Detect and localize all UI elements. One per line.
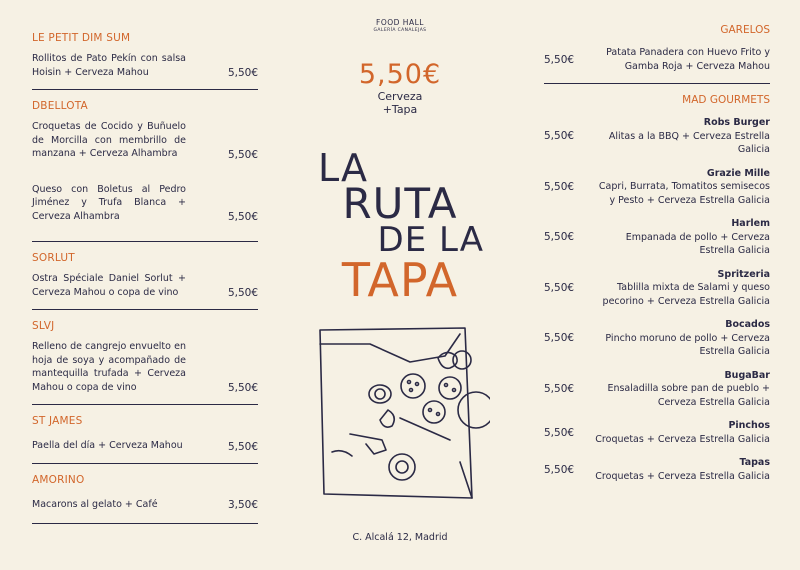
menu-item	[32, 169, 258, 242]
vendor-name: Robs Burger	[703, 117, 770, 128]
section-garelos	[544, 0, 770, 84]
item-price: 3,50€	[227, 499, 258, 511]
title-de-la: DE LA	[377, 220, 484, 260]
item-description: Pincho moruno de pollo + Cerveza Estrella Galicia	[605, 332, 770, 357]
section-slvj	[32, 310, 258, 405]
item-price: 5,50€	[227, 67, 258, 79]
menu-item	[32, 112, 258, 169]
item-description: Alitas a la BBQ + Cerveza Estrella Galicia	[608, 130, 770, 155]
title-la: LA	[318, 146, 369, 190]
menu-item	[544, 419, 770, 446]
item-price: 5,50€	[227, 148, 258, 161]
menu-item	[544, 318, 770, 359]
item-description: Croquetas + Cerveza Estrella Galicia	[595, 433, 770, 445]
item-price: 5,50€	[227, 211, 258, 223]
title-block	[288, 146, 512, 307]
item-description: Paella del día + Cerveza Mahou	[32, 440, 183, 451]
section-dbellota	[32, 90, 258, 242]
section-title: ST JAMES	[32, 415, 83, 427]
section-title: AMORINO	[32, 473, 85, 486]
right-column	[544, 0, 770, 483]
item-price: 5,50€	[544, 332, 575, 345]
tapas-table-illustration	[310, 322, 490, 502]
menu-item	[544, 456, 770, 483]
vendor-name: Grazie Mille	[706, 167, 770, 179]
vendor-name: Harlem	[731, 218, 770, 229]
vendor-name: Tapas	[739, 457, 770, 468]
item-description: Queso con Boletus al Pedro Jiménez y Trufa Blanca + Cerveza Alhambra	[32, 183, 186, 222]
item-description: Relleno de cangrejo envuelto en hoja de soya y acompañado de mantequilla trufada + Cerveza Mahou o copa de vino	[32, 341, 186, 393]
item-description: Tablilla mixta de Salami y queso pecorino + Cerveza Estrella Galicia	[602, 282, 770, 307]
item-price: 5,50€	[544, 463, 575, 476]
item-description: Empanada de pollo + Cerveza Estrella Galicia	[625, 231, 770, 256]
menu-item	[544, 268, 770, 309]
section-st-james	[32, 405, 258, 464]
menu-item	[544, 217, 770, 258]
item-price: 5,50€	[544, 53, 575, 66]
menu-item	[544, 167, 770, 208]
promo-price: 5,50€	[358, 59, 442, 90]
menu-item	[32, 44, 258, 89]
item-price: 5,50€	[544, 426, 575, 439]
item-description: Ostra Spéciale Daniel Sorlut + Cerveza Mahou o copa de vino	[32, 273, 186, 298]
menu-item	[544, 46, 770, 73]
promo-line-2: +Tapa	[382, 103, 418, 116]
vendor-name: Spritzeria	[717, 268, 770, 280]
section-amorino	[32, 464, 258, 525]
item-price: 5,50€	[544, 130, 575, 143]
section-title: LE PETIT DIM SUM	[32, 32, 131, 44]
section-mad-gourmets	[544, 94, 770, 483]
item-description: Patata Panadera con Huevo Frito y Gamba Roja + Cerveza Mahou	[606, 47, 770, 72]
section-title: SLVJ	[32, 320, 55, 332]
menu-item	[544, 116, 770, 157]
food-hall-logo-subtitle: GALERÍA CANALEJAS	[373, 28, 427, 33]
item-description: Ensaladilla sobre pan de pueblo + Cerveza Estrella Galicia	[607, 383, 770, 408]
title-ruta: RUTA	[342, 179, 458, 228]
item-description: Croquetas + Cerveza Estrella Galicia	[595, 470, 770, 482]
address: C. Alcalá 12, Madrid	[352, 532, 448, 543]
vendor-name: Bocados	[725, 319, 770, 330]
section-title: GARELOS	[720, 24, 770, 36]
item-price: 5,50€	[544, 180, 575, 193]
section-le-petit-dim-sum	[32, 0, 258, 90]
menu-item	[32, 427, 258, 463]
item-price: 5,50€	[544, 382, 575, 395]
item-description: Macarons al gelato + Café	[32, 498, 158, 510]
section-title: DBELLOTA	[32, 100, 88, 112]
item-description: Croquetas de Cocido y Buñuelo de Morcilla con membrillo de manzana + Cerveza Alhambra	[32, 121, 186, 159]
section-title: SORLUT	[32, 252, 75, 264]
left-column	[32, 0, 258, 524]
item-description: Rollitos de Pato Pekín con salsa Hoisin + Cerveza Mahou	[32, 53, 186, 78]
item-price: 5,50€	[544, 281, 575, 294]
item-price: 5,50€	[544, 231, 575, 244]
menu-item	[32, 486, 258, 524]
section-title: MAD GOURMETS	[682, 94, 770, 106]
title-tapa: TAPA	[341, 253, 459, 307]
item-price: 5,50€	[227, 287, 258, 299]
vendor-name: BugaBar	[724, 369, 770, 381]
promo-line-1: Cerveza	[377, 90, 423, 103]
item-description: Capri, Burrata, Tomatitos semisecos y Pesto + Cerveza Estrella Galicia	[598, 181, 770, 206]
food-hall-logo: FOOD HALL	[376, 18, 424, 27]
menu-item	[32, 332, 258, 404]
item-price: 5,50€	[227, 382, 258, 394]
section-sorlut	[32, 242, 258, 310]
menu-item	[32, 264, 258, 309]
vendor-name: Pinchos	[728, 420, 770, 431]
item-price: 5,50€	[227, 440, 258, 453]
center-column	[288, 0, 512, 543]
menu-item	[544, 369, 770, 410]
